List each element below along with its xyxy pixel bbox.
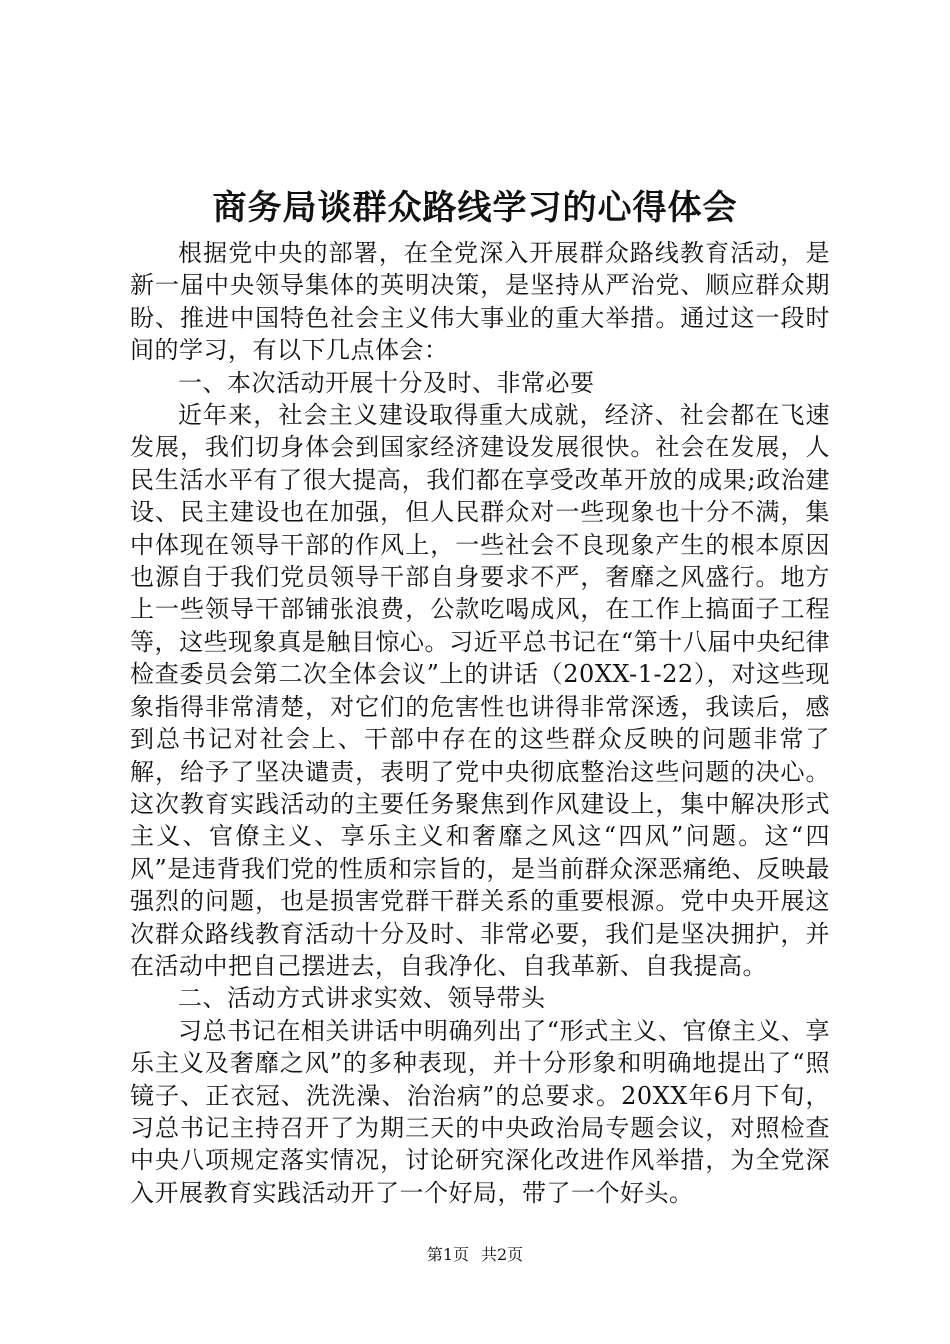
document-body [130, 237, 830, 1209]
section-heading-1: 一、本次活动开展十分及时、非常必要 [178, 368, 595, 397]
document-title: 商务局谈群众路线学习的心得体会 [212, 188, 738, 228]
section-2-paragraph: 习总书记在相关讲话中明确列出了“形式主义、官僚主义、享乐主义及奢靡之风”的多种表现，并十分形象和明确地提出了“照镜子、正衣冠、洗洗澡、治治病”的总要求。20XX年6月下旬，习总书记主持召开了为期三天的中央政治局专题会议，对照检查中央八项规定落实情况，讨论研究深化改进作风举措，为全党深入开展教育实践活动开了一个好局，带了一个好头。 [130, 1016, 830, 1207]
section-1-paragraph: 近年来，社会主义建设取得重大成就，经济、社会都在飞速发展，我们切身体会到国家经济建设发展很快。社会在发展，人民生活水平有了很大提高，我们都在享受改革开放的成果;政治建设、民主建设也在加强，但人民群众对一些现象也十分不满，集中体现在领导干部的作风上，一些社会不良现象产生的根本原因也源自于我们党员领导干部自身要求不严，奢靡之风盛行。地方上一些领导干部铺张浪费，公款吃喝成风，在工作上搞面子工程等，这些现象真是触目惊心。习近平总书记在“第十八届中央纪律检查委员会第二次全体会议”上的讲话（20XX-1-22），对这些现象指得非常清楚，对它们的危害性也讲得非常深透，我读后，感到总书记对社会上、干部中存在的这些群众反映的问题非常了解，给予了坚决谴责，表明了党中央彻底整治这些问题的决心。这次教育实践活动的主要任务聚焦到作风建设上，集中解决形式主义、官僚主义、享乐主义和奢靡之风这“四风”问题。这“四风”是违背我们党的性质和宗旨的，是当前群众深恶痛绝、反映最强烈的问题，也是损害党群干群关系的重要根源。党中央开展这次群众路线教育活动十分及时、非常必要，我们是坚决拥护，并在活动中把自己摆进去，自我净化、自我革新、自我提高。 [130, 401, 830, 980]
intro-paragraph: 根据党中央的部署，在全党深入开展群众路线教育活动，是新一届中央领导集体的英明决策，是坚持从严治党、顺应群众期盼、推进中国特色社会主义伟大事业的重大举措。通过这一段时间的学习，有以下几点体会： [130, 239, 830, 365]
page-number: 第1页 [426, 1245, 469, 1264]
page-footer [0, 1243, 950, 1267]
page-total: 共2页 [481, 1245, 524, 1264]
section-heading-2: 二、活动方式讲求实效、领导带头 [178, 984, 546, 1013]
